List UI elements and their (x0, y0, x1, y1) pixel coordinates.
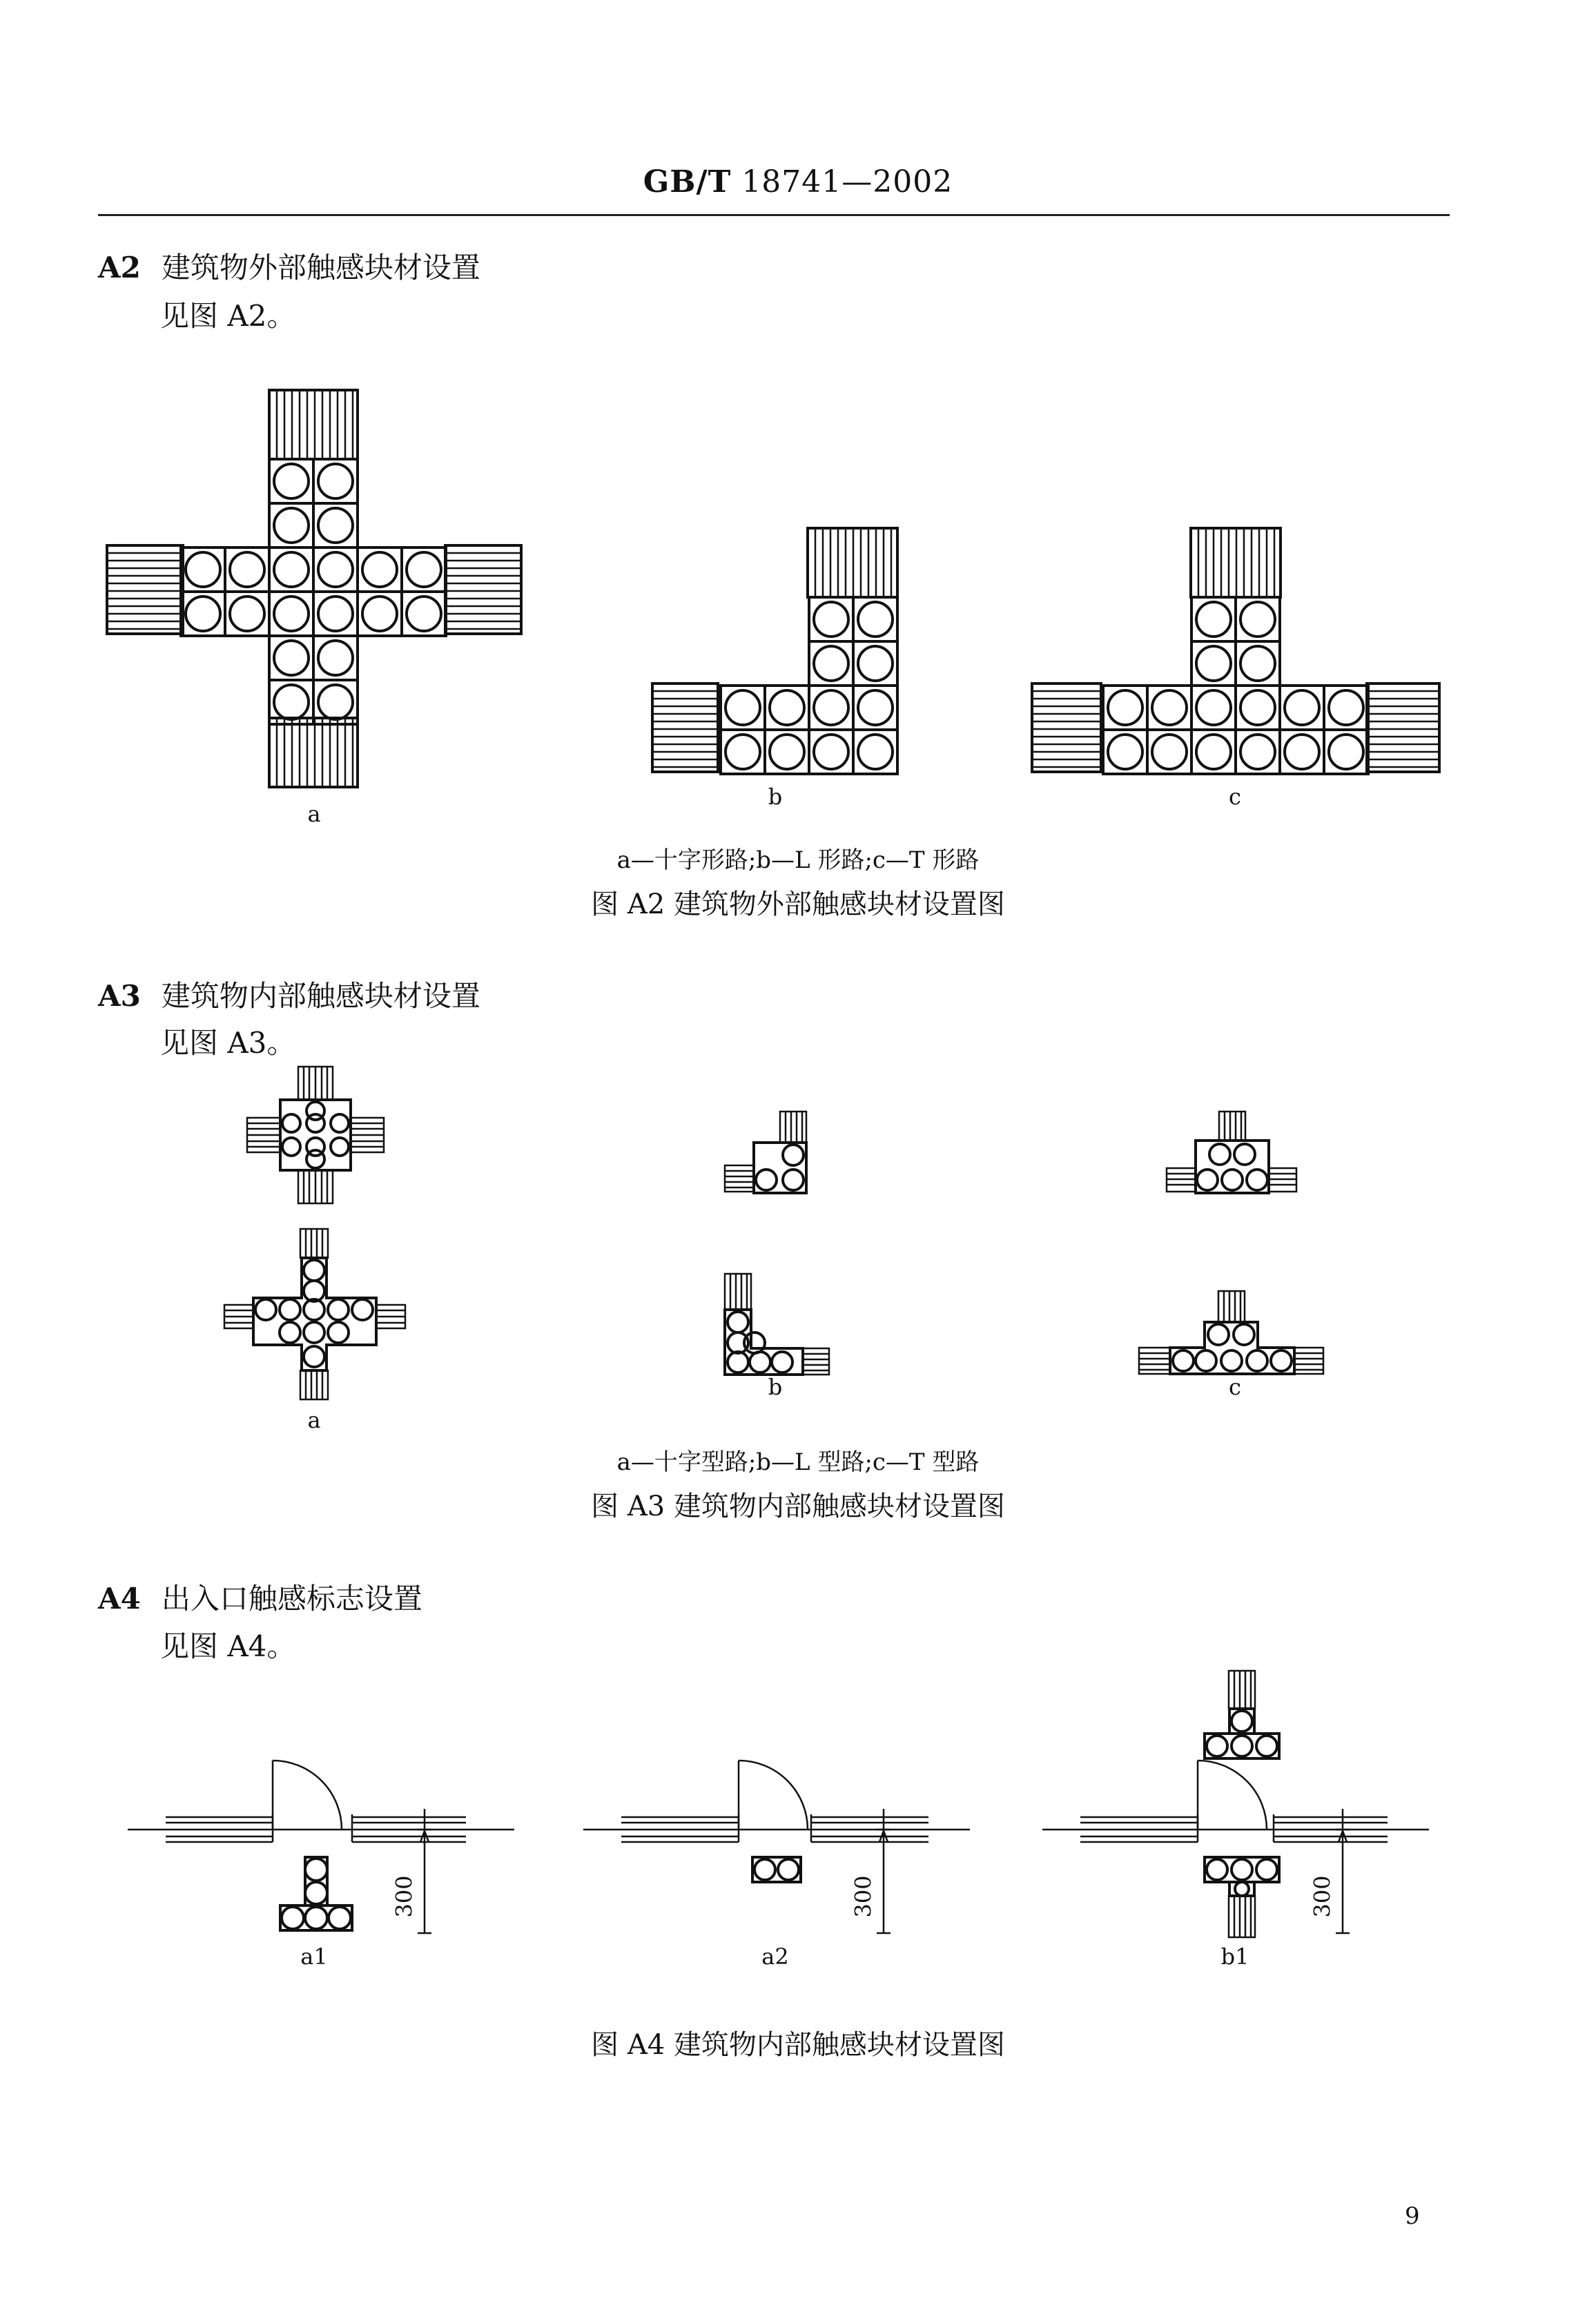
running-header (0, 164, 1596, 200)
figure-a2-label-a: a (307, 801, 321, 827)
section-title: 建筑物外部触感块材设置 (161, 251, 480, 284)
section-heading-a2 (98, 245, 480, 287)
figure-a2-l-shape (652, 528, 901, 777)
section-number: A3 (98, 979, 141, 1013)
figure-a2-t-shape (1032, 528, 1439, 777)
figure-a4-label-b1: b1 (1220, 1943, 1249, 1970)
dimension-label: 300 (1309, 1875, 1336, 1918)
figure-a3-legend: a—十字型路;b—L 型路;c—T 型路 (616, 1448, 980, 1476)
section-number: A4 (98, 1582, 141, 1616)
figure-a3-label-a: a (307, 1407, 321, 1433)
figure-a2-legend: a—十字形路;b—L 形路;c—T 形路 (616, 846, 980, 874)
dimension-label: 300 (850, 1875, 877, 1918)
figure-a3-l-small (725, 1112, 811, 1194)
page-number: 9 (1405, 2202, 1420, 2230)
section-reference: 见图 A4。 (160, 1629, 296, 1663)
figure-a3-label-c: c (1229, 1374, 1241, 1400)
figure-a4-entrance-a2 (583, 1754, 970, 1940)
figure-a2-cross (107, 390, 521, 787)
figure-a3-t-large (1139, 1291, 1325, 1377)
figure-a2-label-b: b (768, 784, 783, 810)
figure-a4-entrance-b1 (1042, 1671, 1429, 1947)
header-rule (98, 214, 1450, 216)
standard-prefix: GB/T (643, 164, 732, 200)
dimension-label: 300 (391, 1875, 418, 1918)
section-reference: 见图 A2。 (160, 299, 296, 333)
figure-a3-t-small (1167, 1112, 1298, 1194)
section-number: A2 (98, 251, 141, 284)
figure-a3-cross-small (247, 1067, 385, 1205)
figure-a3-caption: 图 A3 建筑物内部触感块材设置图 (591, 1491, 1005, 1522)
figure-a4-label-a1: a1 (300, 1943, 328, 1970)
section-heading-a4 (98, 1576, 422, 1618)
figure-a4-caption: 图 A4 建筑物内部触感块材设置图 (591, 2029, 1005, 2061)
figure-a2-label-c: c (1229, 784, 1241, 810)
figure-a2-caption: 图 A2 建筑物外部触感块材设置图 (591, 889, 1005, 920)
section-reference: 见图 A3。 (160, 1026, 296, 1060)
figure-a3-l-large (721, 1274, 832, 1377)
standard-code: 18741—2002 (741, 164, 953, 200)
figure-a4-label-a2: a2 (761, 1943, 789, 1970)
figure-a3-label-b: b (768, 1374, 783, 1400)
figure-a3-cross-large (224, 1229, 407, 1402)
section-heading-a3 (98, 973, 480, 1015)
section-title: 出入口触感标志设置 (161, 1582, 422, 1616)
figure-a4-entrance-a1 (128, 1754, 514, 1940)
section-title: 建筑物内部触感块材设置 (161, 979, 480, 1013)
